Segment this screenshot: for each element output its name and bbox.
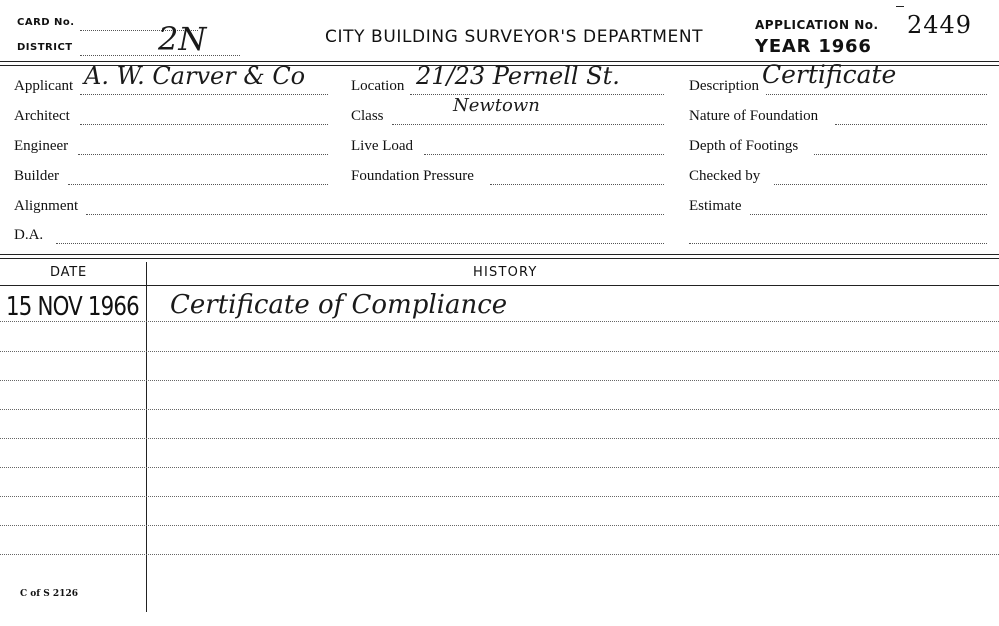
history-line	[0, 321, 999, 322]
estimate-line	[750, 214, 987, 215]
foundation-pressure-label: Foundation Pressure	[351, 168, 474, 184]
location-label: Location	[351, 78, 405, 94]
history-header-rule	[0, 285, 999, 286]
da-line	[56, 243, 664, 244]
alignment-label: Alignment	[14, 198, 79, 214]
history-line	[0, 554, 999, 555]
history-rule-bottom	[0, 258, 999, 259]
depth-of-footings-line	[814, 154, 987, 155]
date-column-header: DATE	[50, 265, 88, 280]
year-label: YEAR 1966	[755, 36, 872, 57]
application-label: APPLICATION No.	[755, 18, 879, 32]
nature-of-foundation-line	[835, 124, 987, 125]
history-line	[0, 438, 999, 439]
class-line	[392, 124, 664, 125]
history-line	[0, 380, 999, 381]
foundation-pressure-line	[490, 184, 664, 185]
architect-line	[80, 124, 328, 125]
history-line	[0, 525, 999, 526]
alignment-line	[86, 214, 664, 215]
history-rule-top	[0, 254, 999, 255]
description-label: Description	[689, 78, 759, 94]
live-load-line	[424, 154, 664, 155]
estimate-label: Estimate	[689, 198, 742, 214]
engineer-label: Engineer	[14, 138, 69, 154]
department-title: CITY BUILDING SURVEYOR'S DEPARTMENT	[325, 27, 704, 47]
history-entry-date: 15 NOV 1966	[6, 292, 139, 322]
history-line	[0, 496, 999, 497]
history-line	[0, 467, 999, 468]
engineer-line	[78, 154, 328, 155]
class-label: Class	[351, 108, 384, 124]
date-history-divider	[146, 262, 147, 612]
history-line	[0, 409, 999, 410]
architect-label: Architect	[14, 108, 70, 124]
estimate-line-2	[689, 243, 987, 244]
application-number: 2449	[907, 11, 973, 39]
description-value: Certificate	[762, 60, 897, 89]
history-entry-text: Certificate of Compliance	[170, 290, 508, 320]
applicant-value: A. W. Carver & Co	[84, 62, 306, 90]
history-column-header: HISTORY	[473, 265, 538, 280]
location-value: 21/23 Pernell St.	[416, 62, 620, 90]
form-code: C of S 2126	[20, 589, 78, 599]
da-label: D.A.	[14, 227, 44, 243]
application-dash	[896, 6, 904, 7]
builder-label: Builder	[14, 168, 59, 184]
builder-line	[68, 184, 328, 185]
card-no-label: CARD No.	[17, 17, 75, 28]
checked-by-line	[774, 184, 987, 185]
history-line	[0, 351, 999, 352]
checked-by-label: Checked by	[689, 168, 761, 184]
live-load-label: Live Load	[351, 138, 414, 154]
district-label: DISTRICT	[17, 42, 73, 53]
depth-of-footings-label: Depth of Footings	[689, 138, 799, 154]
district-value: 2N	[158, 20, 207, 58]
applicant-label: Applicant	[14, 78, 74, 94]
nature-of-foundation-label: Nature of Foundation	[689, 108, 819, 124]
description-line	[766, 94, 987, 95]
applicant-line	[80, 94, 328, 95]
location-suburb: Newtown	[453, 95, 540, 116]
